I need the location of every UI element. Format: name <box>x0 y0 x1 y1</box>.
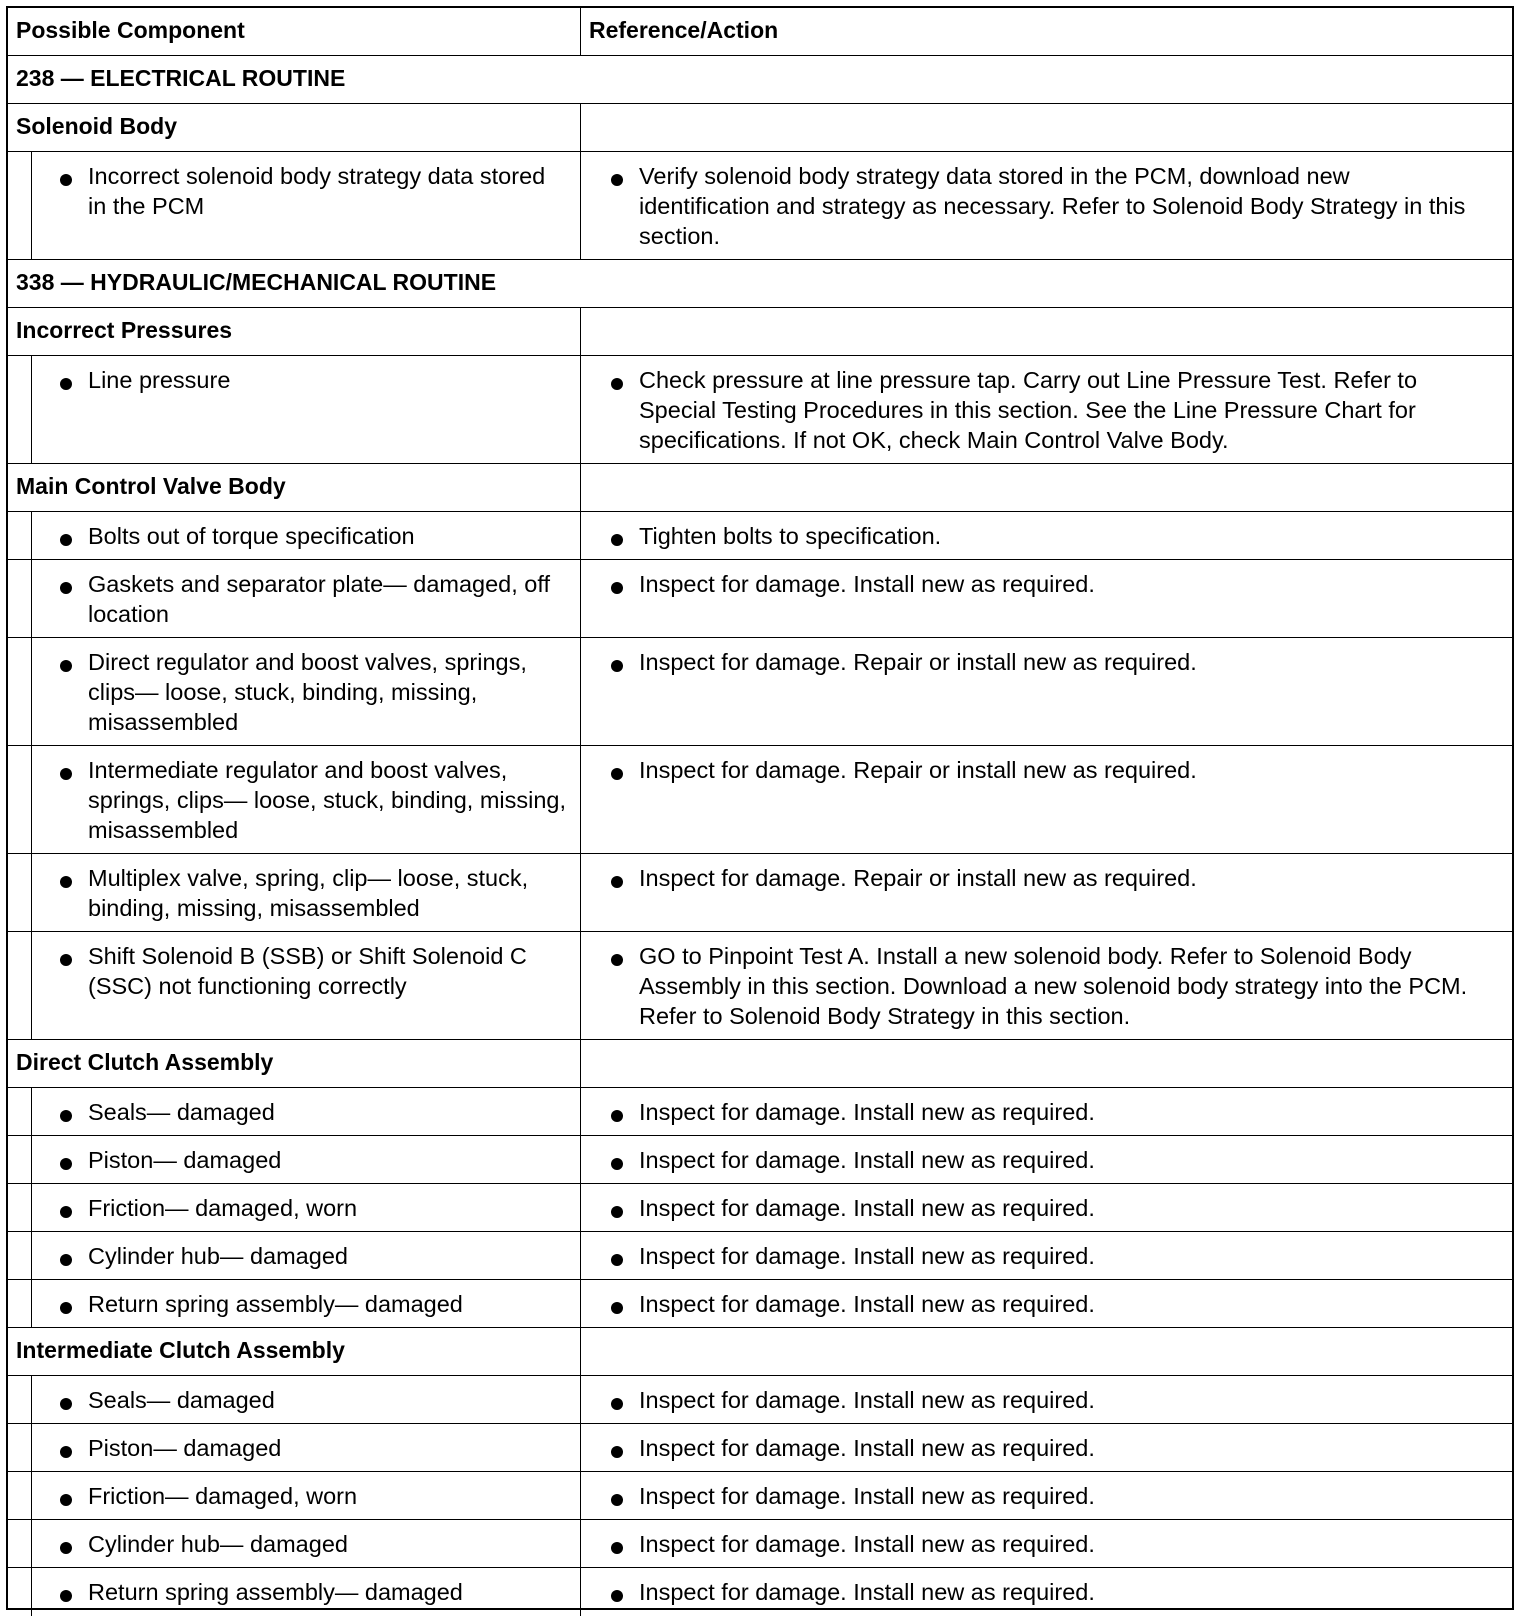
component-cell <box>8 356 580 463</box>
action-cell <box>580 1568 1512 1616</box>
table-row <box>8 746 1512 854</box>
action-text: Inspect for damage. Install new as required. <box>639 1483 1095 1509</box>
section-row <box>8 56 1512 104</box>
component-cell <box>8 1088 580 1135</box>
bullet-icon <box>60 174 72 186</box>
table-row <box>8 1424 1512 1472</box>
component-text: Incorrect solenoid body strategy data stored in the PCM <box>88 163 546 219</box>
group-row <box>8 464 1512 512</box>
action-cell <box>580 1424 1512 1471</box>
component-cell <box>8 638 580 745</box>
bullet-icon <box>611 1158 623 1170</box>
action-cell <box>580 1376 1512 1423</box>
bullet-icon <box>60 1206 72 1218</box>
component-cell <box>8 512 580 559</box>
bullet-icon <box>611 1494 623 1506</box>
bullet-icon <box>60 534 72 546</box>
group-title: Intermediate Clutch Assembly <box>16 1337 345 1363</box>
action-text: Inspect for damage. Install new as required. <box>639 1579 1095 1605</box>
component-cell <box>8 1472 580 1519</box>
bullet-icon <box>60 954 72 966</box>
action-cell <box>580 854 1512 931</box>
action-cell <box>580 1136 1512 1183</box>
group-title: Direct Clutch Assembly <box>16 1049 274 1075</box>
indent-rule <box>31 638 32 745</box>
component-cell <box>8 1376 580 1423</box>
group-empty-cell <box>580 1328 1512 1375</box>
bullet-icon <box>60 1110 72 1122</box>
indent-rule <box>31 1136 32 1183</box>
bullet-icon <box>60 660 72 672</box>
bullet-icon <box>60 876 72 888</box>
component-cell <box>8 1136 580 1183</box>
component-text: Shift Solenoid B (SSB) or Shift Solenoid C (SSC) not functioning correctly <box>88 943 527 999</box>
table-row <box>8 854 1512 932</box>
action-cell <box>580 356 1512 463</box>
component-cell <box>8 1232 580 1279</box>
action-text: Inspect for damage. Install new as required. <box>639 1291 1095 1317</box>
column-header-action: Reference/Action <box>580 8 1512 55</box>
action-cell <box>580 746 1512 853</box>
bullet-icon <box>611 174 623 186</box>
action-text: Inspect for damage. Install new as required. <box>639 1531 1095 1557</box>
table-row <box>8 1232 1512 1280</box>
group-row <box>8 1040 1512 1088</box>
component-text: Cylinder hub— damaged <box>88 1531 348 1557</box>
action-cell <box>580 152 1512 259</box>
component-cell <box>8 746 580 853</box>
bullet-icon <box>60 1158 72 1170</box>
component-cell <box>8 1520 580 1567</box>
component-cell <box>8 1184 580 1231</box>
component-text: Return spring assembly— damaged <box>88 1291 463 1317</box>
indent-rule <box>31 1424 32 1471</box>
bullet-icon <box>60 1446 72 1458</box>
bullet-icon <box>60 1398 72 1410</box>
indent-rule <box>31 854 32 931</box>
bullet-icon <box>60 1494 72 1506</box>
table-row <box>8 932 1512 1040</box>
bullet-icon <box>611 768 623 780</box>
bullet-icon <box>60 1254 72 1266</box>
diagnosis-table <box>6 6 1514 1610</box>
action-text: Inspect for damage. Repair or install new as required. <box>639 649 1197 675</box>
action-text: Inspect for damage. Install new as required. <box>639 1387 1095 1413</box>
table-row <box>8 1376 1512 1424</box>
component-text: Friction— damaged, worn <box>88 1483 358 1509</box>
group-row <box>8 308 1512 356</box>
bullet-icon <box>611 1590 623 1602</box>
component-text: Seals— damaged <box>88 1099 275 1125</box>
component-text: Seals— damaged <box>88 1387 275 1413</box>
table-header-row <box>8 8 1512 56</box>
table-row <box>8 356 1512 464</box>
action-cell <box>580 560 1512 637</box>
action-cell <box>580 1184 1512 1231</box>
component-text: Bolts out of torque specification <box>88 523 415 549</box>
component-text: Direct regulator and boost valves, springs, clips— loose, stuck, binding, missing, misassembled <box>88 649 527 735</box>
indent-rule <box>31 1376 32 1423</box>
bullet-icon <box>611 1302 623 1314</box>
table-row <box>8 1568 1512 1616</box>
component-text: Line pressure <box>88 367 231 393</box>
table-row <box>8 152 1512 260</box>
group-empty-cell <box>580 1040 1512 1087</box>
section-title: 338 — HYDRAULIC/MECHANICAL ROUTINE <box>16 269 497 295</box>
component-text: Piston— damaged <box>88 1147 282 1173</box>
bullet-icon <box>60 768 72 780</box>
group-empty-cell <box>580 464 1512 511</box>
indent-rule <box>31 1520 32 1567</box>
action-text: Verify solenoid body strategy data stored in the PCM, download new identification and strategy as necessary. Refer to Solenoid Body Strategy in this section. <box>639 163 1466 249</box>
component-text: Piston— damaged <box>88 1435 282 1461</box>
indent-rule <box>31 932 32 1039</box>
action-text: Inspect for damage. Repair or install new as required. <box>639 865 1197 891</box>
component-cell <box>8 152 580 259</box>
action-text: Inspect for damage. Repair or install new as required. <box>639 757 1197 783</box>
action-cell <box>580 1520 1512 1567</box>
action-text: Check pressure at line pressure tap. Carry out Line Pressure Test. Refer to Special Testing Procedures in this section. See the Line Pressure Chart for specifications. If not OK, check Main Control Valve Body. <box>639 367 1418 453</box>
component-cell <box>8 560 580 637</box>
table-row <box>8 560 1512 638</box>
action-cell <box>580 1232 1512 1279</box>
component-cell <box>8 932 580 1039</box>
bullet-icon <box>611 1254 623 1266</box>
group-row <box>8 1328 1512 1376</box>
action-text: Tighten bolts to specification. <box>639 523 942 549</box>
bullet-icon <box>611 534 623 546</box>
group-empty-cell <box>580 104 1512 151</box>
bullet-icon <box>60 1302 72 1314</box>
action-text: GO to Pinpoint Test A. Install a new solenoid body. Refer to Solenoid Body Assembly in this section. Download a new solenoid body strategy into the PCM. Refer to Solenoid Body Strategy in this section. <box>639 943 1468 1029</box>
indent-rule <box>31 1280 32 1327</box>
component-text: Gaskets and separator plate— damaged, off location <box>88 571 551 627</box>
indent-rule <box>31 1088 32 1135</box>
indent-rule <box>31 1568 32 1616</box>
table-row <box>8 1280 1512 1328</box>
action-cell <box>580 1280 1512 1327</box>
bullet-icon <box>611 954 623 966</box>
bullet-icon <box>611 378 623 390</box>
bullet-icon <box>611 1446 623 1458</box>
component-cell <box>8 1280 580 1327</box>
component-text: Intermediate regulator and boost valves, springs, clips— loose, stuck, binding, missing, misassembled <box>88 757 567 843</box>
action-cell <box>580 1088 1512 1135</box>
indent-rule <box>31 512 32 559</box>
table-row <box>8 638 1512 746</box>
action-cell <box>580 1472 1512 1519</box>
bullet-icon <box>60 582 72 594</box>
action-text: Inspect for damage. Install new as required. <box>639 571 1095 597</box>
table-row <box>8 512 1512 560</box>
action-text: Inspect for damage. Install new as required. <box>639 1147 1095 1173</box>
action-cell <box>580 638 1512 745</box>
indent-rule <box>31 1184 32 1231</box>
action-text: Inspect for damage. Install new as required. <box>639 1195 1095 1221</box>
component-cell <box>8 1568 580 1616</box>
indent-rule <box>31 1472 32 1519</box>
component-text: Friction— damaged, worn <box>88 1195 358 1221</box>
action-text: Inspect for damage. Install new as required. <box>639 1243 1095 1269</box>
bullet-icon <box>611 582 623 594</box>
section-row <box>8 260 1512 308</box>
group-empty-cell <box>580 308 1512 355</box>
table-row <box>8 1088 1512 1136</box>
action-cell <box>580 932 1512 1039</box>
action-text: Inspect for damage. Install new as required. <box>639 1435 1095 1461</box>
column-header-component: Possible Component <box>16 17 245 43</box>
component-text: Cylinder hub— damaged <box>88 1243 348 1269</box>
bullet-icon <box>611 876 623 888</box>
bullet-icon <box>611 660 623 672</box>
indent-rule <box>31 560 32 637</box>
table-row <box>8 1136 1512 1184</box>
group-row <box>8 104 1512 152</box>
table-row <box>8 1520 1512 1568</box>
action-cell <box>580 512 1512 559</box>
indent-rule <box>31 746 32 853</box>
table-row <box>8 1184 1512 1232</box>
group-title: Solenoid Body <box>16 113 177 139</box>
indent-rule <box>31 1232 32 1279</box>
bullet-icon <box>611 1110 623 1122</box>
bullet-icon <box>611 1398 623 1410</box>
component-cell <box>8 854 580 931</box>
bullet-icon <box>60 1542 72 1554</box>
indent-rule <box>31 356 32 463</box>
action-text: Inspect for damage. Install new as required. <box>639 1099 1095 1125</box>
bullet-icon <box>611 1542 623 1554</box>
table-row <box>8 1472 1512 1520</box>
section-title: 238 — ELECTRICAL ROUTINE <box>16 65 346 91</box>
bullet-icon <box>60 378 72 390</box>
component-text: Return spring assembly— damaged <box>88 1579 463 1605</box>
group-title: Main Control Valve Body <box>16 473 286 499</box>
component-cell <box>8 1424 580 1471</box>
indent-rule <box>31 152 32 259</box>
bullet-icon <box>611 1206 623 1218</box>
bullet-icon <box>60 1590 72 1602</box>
group-title: Incorrect Pressures <box>16 317 233 343</box>
component-text: Multiplex valve, spring, clip— loose, stuck, binding, missing, misassembled <box>88 865 529 921</box>
